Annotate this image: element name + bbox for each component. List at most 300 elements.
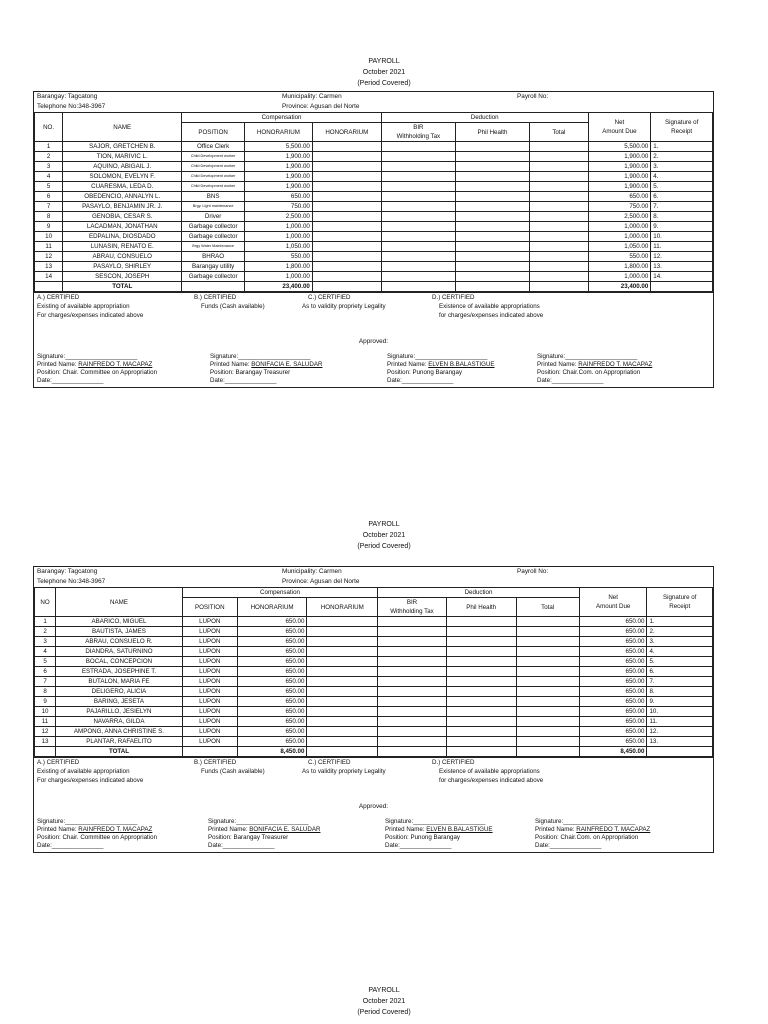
net-amount: 650.00	[579, 687, 647, 697]
info-row	[34, 92, 713, 102]
position-line: Position: Barangay Treasurer	[208, 834, 289, 841]
certifications	[34, 757, 713, 796]
header-honorarium-2: HONORARIUM	[307, 598, 378, 617]
payroll-header-1	[0, 56, 768, 89]
signature-receipt: 14.	[651, 272, 713, 282]
telephone-label: Telephone No:348-3967	[37, 578, 106, 585]
deduction-total-cell	[516, 707, 579, 717]
net-amount: 1,900.00	[588, 182, 651, 192]
row-number: 4	[35, 647, 56, 657]
deduction-total-cell	[530, 252, 589, 262]
cert-a-text: Existing of available appropriation	[37, 768, 130, 775]
employee-name: DELIGERO, ALICIA	[56, 687, 183, 697]
signature-receipt: 12.	[647, 727, 713, 737]
honorarium-2-cell	[307, 697, 378, 707]
philhealth-cell	[455, 222, 529, 232]
total-philhealth	[455, 282, 529, 292]
total-row	[35, 747, 713, 757]
honorarium-amount: 650.00	[237, 667, 307, 677]
signature-block-punong-barangay	[385, 818, 493, 850]
cert-c-title: C.) CERTIFIED	[308, 294, 351, 301]
philhealth-cell	[446, 657, 516, 667]
employee-name: AMPONG, ANNA CHRISTINE S.	[56, 727, 183, 737]
honorarium-amount: 1,000.00	[244, 272, 312, 282]
bir-cell	[378, 647, 447, 657]
signature-line: Signature:_____________________	[208, 818, 309, 825]
deduction-total-cell	[516, 727, 579, 737]
philhealth-cell	[446, 647, 516, 657]
net-amount: 750.00	[588, 202, 651, 212]
signature-receipt: 9.	[651, 222, 713, 232]
signature-receipt: 11.	[647, 717, 713, 727]
honorarium-amount: 750.00	[244, 202, 312, 212]
net-amount: 650.00	[579, 717, 647, 727]
net-amount: 1,050.00	[588, 242, 651, 252]
total-no-cell	[35, 747, 56, 757]
header-total: Total	[516, 598, 579, 617]
printed-name-row: Printed Name: BONIFACIA E. SALUDAR	[210, 361, 323, 368]
deduction-total-cell	[516, 647, 579, 657]
payroll-period-note: (Period Covered)	[357, 543, 411, 550]
info-row	[34, 577, 713, 587]
philhealth-cell	[455, 232, 529, 242]
net-amount: 1,800.00	[588, 262, 651, 272]
employee-name: TION, MARIVIC L.	[63, 152, 182, 162]
header-no: NO	[35, 588, 56, 617]
table-row	[35, 697, 713, 707]
header-signature: Signature of Receipt	[651, 113, 713, 142]
cert-d-text: Existence of available appropriations	[439, 768, 540, 775]
payroll-period: October 2021	[362, 69, 406, 76]
header-philhealth: Phil Health	[455, 123, 529, 142]
row-number: 14	[35, 272, 63, 282]
honorarium-2-cell	[312, 222, 381, 232]
deduction-total-cell	[530, 232, 589, 242]
honorarium-2-cell	[307, 617, 378, 627]
bir-cell	[381, 242, 455, 252]
employee-position: Barangay utility	[182, 262, 245, 272]
bir-cell	[378, 617, 447, 627]
signature-blocks	[34, 818, 713, 852]
header-deduction: Deduction	[378, 588, 580, 598]
deduction-total-cell	[530, 152, 589, 162]
honorarium-amount: 1,800.00	[244, 262, 312, 272]
row-number: 12	[35, 727, 56, 737]
employee-position: Garbage collector	[182, 232, 245, 242]
bir-cell	[381, 212, 455, 222]
header-net-amount: Net Amount Due	[588, 113, 651, 142]
printed-name-row: Printed Name: RAINFREDO T. MACAPAZ	[535, 826, 651, 833]
signature-receipt: 10.	[647, 707, 713, 717]
total-net-amount: 8,450.00	[579, 747, 647, 757]
employee-name: BAUTISTA, JAMES	[56, 627, 183, 637]
position-line: Position: Chair.Com. on Appropriation	[535, 834, 639, 841]
row-number: 1	[35, 617, 56, 627]
honorarium-2-cell	[307, 657, 378, 667]
employee-position: LUPON	[182, 627, 237, 637]
bir-cell	[381, 222, 455, 232]
philhealth-cell	[455, 242, 529, 252]
printed-name: BONIFACIA E. SALUDAR	[249, 826, 321, 833]
employee-position: LUPON	[182, 667, 237, 677]
honorarium-amount: 650.00	[237, 647, 307, 657]
bir-cell	[378, 687, 447, 697]
total-honorarium: 23,400.00	[244, 282, 312, 292]
date-line: Date:_______________	[537, 377, 604, 384]
bir-cell	[381, 142, 455, 152]
signature-block-punong-barangay	[387, 353, 495, 385]
employee-position: LUPON	[182, 617, 237, 627]
header-honorarium: HONORARIUM	[237, 598, 307, 617]
signature-line: Signature:_____________________	[385, 818, 486, 825]
total-no-cell	[35, 282, 63, 292]
position-line: Position: Chair. Committee on Appropriation	[37, 834, 158, 841]
telephone-label: Telephone No:348-3967	[37, 103, 106, 110]
employee-name: SESCON, JOSEPH	[63, 272, 182, 282]
signature-block-treasurer	[210, 353, 322, 385]
signature-line: Signature:_____________________	[387, 353, 488, 360]
table-row	[35, 262, 713, 272]
employee-position: LUPON	[182, 717, 237, 727]
philhealth-cell	[455, 162, 529, 172]
honorarium-amount: 650.00	[237, 657, 307, 667]
info-row	[34, 102, 713, 112]
deduction-total-cell	[516, 667, 579, 677]
philhealth-cell	[446, 667, 516, 677]
row-number: 8	[35, 687, 56, 697]
signature-receipt: 6.	[651, 192, 713, 202]
honorarium-2-cell	[312, 262, 381, 272]
bir-cell	[381, 192, 455, 202]
deduction-total-cell	[530, 222, 589, 232]
employee-name: GENOBIA, CESAR S.	[63, 212, 182, 222]
payroll-title: PAYROLL	[368, 58, 400, 65]
honorarium-2-cell	[307, 727, 378, 737]
honorarium-2-cell	[307, 647, 378, 657]
row-number: 6	[35, 667, 56, 677]
printed-name: RAINFREDO T. MACAPAZ	[78, 826, 153, 833]
honorarium-amount: 650.00	[237, 627, 307, 637]
total-net-amount: 23,400.00	[588, 282, 651, 292]
philhealth-cell	[455, 182, 529, 192]
date-line: Date:_______________	[387, 377, 454, 384]
header-honorarium-2: HONORARIUM	[312, 123, 381, 142]
honorarium-2-cell	[312, 242, 381, 252]
cert-d-title: D.) CERTIFIED	[432, 759, 475, 766]
total-label: TOTAL	[56, 747, 183, 757]
signature-receipt: 10.	[651, 232, 713, 242]
net-amount: 650.00	[579, 677, 647, 687]
total-deductions	[516, 747, 579, 757]
bir-cell	[381, 172, 455, 182]
table-row	[35, 182, 713, 192]
signature-receipt: 1.	[647, 617, 713, 627]
employee-name: PASAYLO, SHIRLEY	[63, 262, 182, 272]
certifications	[34, 292, 713, 331]
payroll-period-note: (Period Covered)	[357, 80, 411, 87]
position-line: Position: Barangay Treasurer	[210, 369, 291, 376]
header-deduction: Deduction	[381, 113, 588, 123]
date-line: Date:_______________	[37, 377, 104, 384]
total-position-cell	[182, 282, 245, 292]
honorarium-2-cell	[312, 182, 381, 192]
printed-name-row: Printed Name: RAINFREDO T. MACAPAZ	[537, 361, 653, 368]
table-row	[35, 242, 713, 252]
approved-label: Approved:	[358, 803, 389, 810]
bir-cell	[381, 232, 455, 242]
honorarium-2-cell	[312, 272, 381, 282]
signature-block-committee	[37, 818, 157, 850]
bir-cell	[378, 717, 447, 727]
philhealth-cell	[455, 202, 529, 212]
table-row	[35, 212, 713, 222]
row-number: 1	[35, 142, 63, 152]
bir-cell	[381, 252, 455, 262]
municipality-label: Municipality: Carmen	[282, 568, 342, 575]
payroll-period: October 2021	[362, 532, 406, 539]
cert-a-title: A.) CERTIFIED	[37, 294, 80, 301]
payroll-header-3	[0, 985, 768, 1018]
printed-name-row: Printed Name: ELVEN B.BALASTIGUE	[387, 361, 495, 368]
honorarium-amount: 650.00	[237, 727, 307, 737]
honorarium-2-cell	[312, 172, 381, 182]
employee-position: LUPON	[182, 727, 237, 737]
net-amount: 650.00	[579, 707, 647, 717]
honorarium-2-cell	[312, 162, 381, 172]
header-signature: Signature of Receipt	[647, 588, 713, 617]
deduction-total-cell	[516, 717, 579, 727]
employee-name: EDPALINA, DIOSDADO	[63, 232, 182, 242]
table-row	[35, 202, 713, 212]
philhealth-cell	[455, 272, 529, 282]
bir-cell	[378, 627, 447, 637]
deduction-total-cell	[530, 182, 589, 192]
bir-cell	[378, 737, 447, 747]
total-row	[35, 282, 713, 292]
row-number: 10	[35, 232, 63, 242]
bir-cell	[378, 657, 447, 667]
table-row	[35, 162, 713, 172]
deduction-total-cell	[530, 192, 589, 202]
total-honorarium-2	[312, 282, 381, 292]
header-total: Total	[530, 123, 589, 142]
payroll-title: PAYROLL	[368, 987, 400, 994]
table-row	[35, 647, 713, 657]
total-honorarium-2	[307, 747, 378, 757]
deduction-total-cell	[516, 627, 579, 637]
net-amount: 1,000.00	[588, 232, 651, 242]
payroll-rows	[35, 617, 713, 757]
cert-c-text: As to validity propriety Legality	[302, 303, 386, 310]
philhealth-cell	[446, 617, 516, 627]
info-row	[34, 567, 713, 577]
cert-a-text: Existing of available appropriation	[37, 303, 130, 310]
table-row	[35, 707, 713, 717]
net-amount: 650.00	[579, 637, 647, 647]
row-number: 10	[35, 707, 56, 717]
table-row	[35, 222, 713, 232]
net-amount: 650.00	[579, 727, 647, 737]
payroll-rows	[35, 142, 713, 292]
net-amount: 1,000.00	[588, 222, 651, 232]
date-line: Date:_______________	[385, 842, 452, 849]
deduction-total-cell	[530, 162, 589, 172]
honorarium-amount: 1,900.00	[244, 172, 312, 182]
signature-block-chair	[535, 818, 650, 850]
net-amount: 1,900.00	[588, 152, 651, 162]
header-no: NO.	[35, 113, 63, 142]
row-number: 9	[35, 697, 56, 707]
header-philhealth: Phil Health	[446, 598, 516, 617]
deduction-total-cell	[530, 272, 589, 282]
payroll-form-2	[33, 566, 714, 853]
row-number: 11	[35, 242, 63, 252]
row-number: 5	[35, 182, 63, 192]
bir-cell	[381, 272, 455, 282]
employee-position: LUPON	[182, 637, 237, 647]
honorarium-2-cell	[307, 717, 378, 727]
net-amount: 550.00	[588, 252, 651, 262]
total-philhealth	[446, 747, 516, 757]
honorarium-2-cell	[312, 252, 381, 262]
honorarium-amount: 650.00	[237, 707, 307, 717]
row-number: 13	[35, 737, 56, 747]
employee-name: SOLOMON, EVELYN F.	[63, 172, 182, 182]
philhealth-cell	[455, 212, 529, 222]
bir-cell	[381, 202, 455, 212]
signature-receipt: 5.	[651, 182, 713, 192]
row-number: 11	[35, 717, 56, 727]
row-number: 5	[35, 657, 56, 667]
bir-cell	[381, 262, 455, 272]
signature-receipt: 3.	[647, 637, 713, 647]
honorarium-amount: 2,500.00	[244, 212, 312, 222]
philhealth-cell	[446, 687, 516, 697]
net-amount: 650.00	[588, 192, 651, 202]
employee-position: Brgy Water Maintenance	[182, 242, 245, 252]
signature-receipt: 12.	[651, 252, 713, 262]
net-amount: 650.00	[579, 617, 647, 627]
employee-position: LUPON	[182, 697, 237, 707]
table-row	[35, 617, 713, 627]
net-amount: 650.00	[579, 647, 647, 657]
table-row	[35, 687, 713, 697]
signature-line: Signature:_____________________	[37, 818, 138, 825]
signature-line: Signature:_____________________	[537, 353, 638, 360]
net-amount: 5,500.00	[588, 142, 651, 152]
philhealth-cell	[455, 142, 529, 152]
honorarium-amount: 650.00	[237, 717, 307, 727]
total-label: TOTAL	[63, 282, 182, 292]
philhealth-cell	[446, 727, 516, 737]
position-line: Position: Punong Barangay	[385, 834, 460, 841]
signature-receipt: 3.	[651, 162, 713, 172]
total-signature-cell	[647, 747, 713, 757]
header-bir: BIR Withholding Tax	[378, 598, 447, 617]
signature-receipt: 2.	[647, 627, 713, 637]
deduction-total-cell	[516, 737, 579, 747]
honorarium-amount: 1,000.00	[244, 222, 312, 232]
employee-position: LUPON	[182, 677, 237, 687]
payroll-period-note: (Period Covered)	[357, 1009, 411, 1016]
payroll-form-1	[33, 91, 714, 388]
cert-a-title: A.) CERTIFIED	[37, 759, 80, 766]
printed-name: ELVEN B.BALASTIGUE	[428, 361, 495, 368]
payroll-title: PAYROLL	[368, 521, 400, 528]
signature-receipt: 2.	[651, 152, 713, 162]
header-compensation: Compensation	[182, 588, 377, 598]
province-label: Province: Agusan del Norte	[282, 103, 360, 110]
signature-receipt: 11.	[651, 242, 713, 252]
payroll-header-2	[0, 519, 768, 552]
table-row	[35, 657, 713, 667]
net-amount: 1,900.00	[588, 162, 651, 172]
signature-receipt: 13.	[651, 262, 713, 272]
signature-receipt: 13.	[647, 737, 713, 747]
total-honorarium: 8,450.00	[237, 747, 307, 757]
signature-line: Signature:_____________________	[210, 353, 311, 360]
employee-position: BHRAO	[182, 252, 245, 262]
row-number: 7	[35, 677, 56, 687]
total-bir	[378, 747, 447, 757]
header-bir: BIR Withholding Tax	[381, 123, 455, 142]
header-position: POSITION	[182, 123, 245, 142]
philhealth-cell	[455, 252, 529, 262]
honorarium-amount: 650.00	[237, 617, 307, 627]
signature-line: Signature:_____________________	[535, 818, 636, 825]
printed-name-row: Printed Name: RAINFREDO T. MACAPAZ	[37, 826, 153, 833]
row-number: 6	[35, 192, 63, 202]
position-line: Position: Chair. Committee on Appropriation	[37, 369, 158, 376]
honorarium-amount: 1,900.00	[244, 152, 312, 162]
deduction-total-cell	[516, 677, 579, 687]
row-number: 13	[35, 262, 63, 272]
honorarium-amount: 650.00	[237, 677, 307, 687]
honorarium-2-cell	[307, 737, 378, 747]
employee-position: LUPON	[182, 737, 237, 747]
net-amount: 1,900.00	[588, 172, 651, 182]
bir-cell	[381, 162, 455, 172]
philhealth-cell	[446, 697, 516, 707]
honorarium-amount: 650.00	[237, 737, 307, 747]
approved-label: Approved:	[358, 338, 389, 345]
net-amount: 650.00	[579, 667, 647, 677]
employee-name: ABRAU, CONSUELO R.	[56, 637, 183, 647]
deduction-total-cell	[516, 697, 579, 707]
philhealth-cell	[446, 637, 516, 647]
cert-b-text: Funds (Cash available)	[201, 303, 265, 310]
philhealth-cell	[446, 707, 516, 717]
header-net-amount: Net Amount Due	[579, 588, 647, 617]
signature-line: Signature:_____________________	[37, 353, 138, 360]
bir-cell	[381, 152, 455, 162]
table-row	[35, 667, 713, 677]
deduction-total-cell	[530, 212, 589, 222]
printed-name: RAINFREDO T. MACAPAZ	[578, 361, 653, 368]
row-number: 8	[35, 212, 63, 222]
honorarium-2-cell	[312, 192, 381, 202]
bir-cell	[378, 727, 447, 737]
position-line: Position: Punong Barangay	[387, 369, 462, 376]
honorarium-amount: 1,900.00	[244, 182, 312, 192]
table-row	[35, 142, 713, 152]
signature-receipt: 7.	[647, 677, 713, 687]
row-number: 12	[35, 252, 63, 262]
bir-cell	[378, 697, 447, 707]
honorarium-amount: 1,000.00	[244, 232, 312, 242]
employee-name: LACADMAN, JONATHAN	[63, 222, 182, 232]
total-signature-cell	[651, 282, 713, 292]
